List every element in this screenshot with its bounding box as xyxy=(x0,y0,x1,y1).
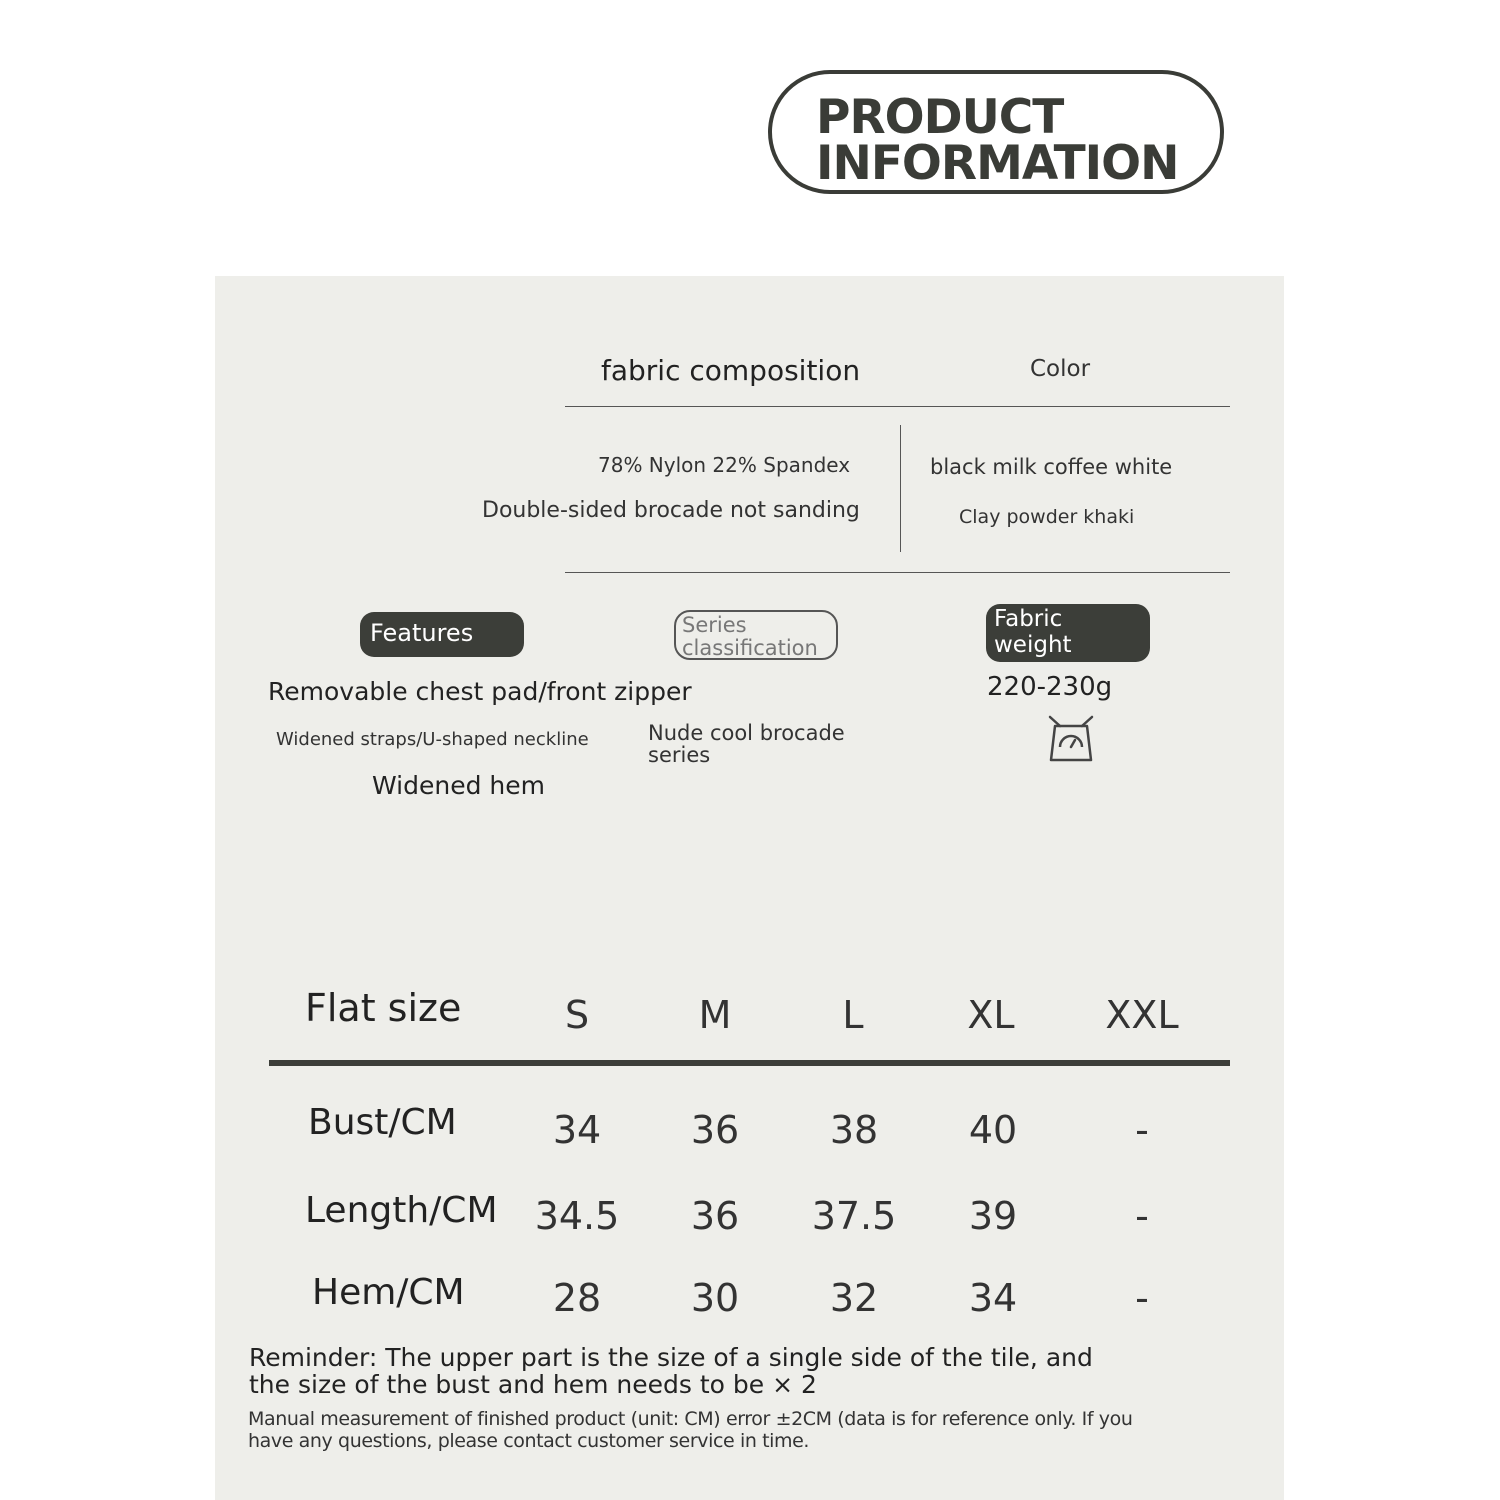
middle-divider xyxy=(900,425,901,552)
size-header-s: S xyxy=(564,993,590,1037)
badge-line-2: INFORMATION xyxy=(816,136,1179,191)
fabric-weight-pill xyxy=(986,604,1150,662)
reminder-note xyxy=(249,1344,1093,1398)
feature-item-1: Removable chest pad/front zipper xyxy=(268,677,692,706)
size-table-header-divider xyxy=(269,1060,1230,1066)
size-header-xxl: XXL xyxy=(1105,993,1179,1037)
composition-line-2: Double-sided brocade not sanding xyxy=(482,498,860,523)
size-header-xl: XL xyxy=(967,993,1015,1037)
fabric-composition-heading: fabric composition xyxy=(601,354,861,387)
series-value-line-1: Nude cool brocade xyxy=(648,721,845,745)
row-label-bust: Bust/CM xyxy=(308,1102,457,1143)
feature-item-2: Widened straps/U-shaped neckline xyxy=(276,729,589,750)
table-cell: 37.5 xyxy=(811,1194,897,1238)
series-label-line-2: classification xyxy=(682,636,818,660)
table-cell: 34 xyxy=(552,1108,602,1152)
scale-icon xyxy=(1047,714,1095,764)
fabric-weight-value: 220-230g xyxy=(987,672,1113,702)
size-table-corner: Flat size xyxy=(305,986,462,1030)
table-cell: - xyxy=(1135,1108,1149,1152)
size-header-l: L xyxy=(842,993,864,1037)
composition-line-1: 78% Nylon 22% Spandex xyxy=(598,453,851,477)
table-cell: 30 xyxy=(690,1276,740,1320)
table-cell: 39 xyxy=(968,1194,1018,1238)
features-pill: Features xyxy=(360,612,524,657)
weight-label-line-1: Fabric xyxy=(994,606,1063,632)
table-cell: 36 xyxy=(690,1108,740,1152)
table-cell: 36 xyxy=(690,1194,740,1238)
series-classification-pill xyxy=(674,610,838,660)
size-header-m: M xyxy=(698,993,732,1037)
manual-line-2: have any questions, please contact customer service in time. xyxy=(248,1430,810,1452)
table-cell: - xyxy=(1135,1194,1149,1238)
manual-line-1: Manual measurement of finished product (unit: CM) error ±2CM (data is for reference only. If you xyxy=(248,1408,1133,1430)
color-heading: Color xyxy=(1030,356,1091,382)
series-value-line-2: series xyxy=(648,743,711,767)
product-information-badge xyxy=(768,70,1224,194)
reminder-line-1: Reminder: The upper part is the size of a single side of the tile, and xyxy=(249,1343,1093,1372)
row-label-hem: Hem/CM xyxy=(312,1272,465,1313)
color-line-2: Clay powder khaki xyxy=(959,506,1135,528)
badge-line-1: PRODUCT xyxy=(816,90,1064,145)
weight-label-line-2: weight xyxy=(994,632,1072,658)
color-line-1: black milk coffee white xyxy=(930,455,1173,479)
top-divider xyxy=(565,406,1230,407)
series-label-line-1: Series xyxy=(682,613,747,637)
table-cell: 34 xyxy=(968,1276,1018,1320)
table-cell: 38 xyxy=(829,1108,879,1152)
table-cell: 28 xyxy=(552,1276,602,1320)
info-panel xyxy=(215,276,1284,1500)
table-cell: 34.5 xyxy=(534,1194,620,1238)
series-value xyxy=(648,722,845,766)
row-label-length: Length/CM xyxy=(305,1190,498,1231)
bottom-divider xyxy=(565,572,1230,573)
table-cell: 32 xyxy=(829,1276,879,1320)
reminder-line-2: the size of the bust and hem needs to be × 2 xyxy=(249,1370,817,1399)
table-cell: - xyxy=(1135,1276,1149,1320)
table-cell: 40 xyxy=(968,1108,1018,1152)
feature-item-3: Widened hem xyxy=(372,771,545,800)
manual-measurement-note xyxy=(248,1408,1132,1452)
